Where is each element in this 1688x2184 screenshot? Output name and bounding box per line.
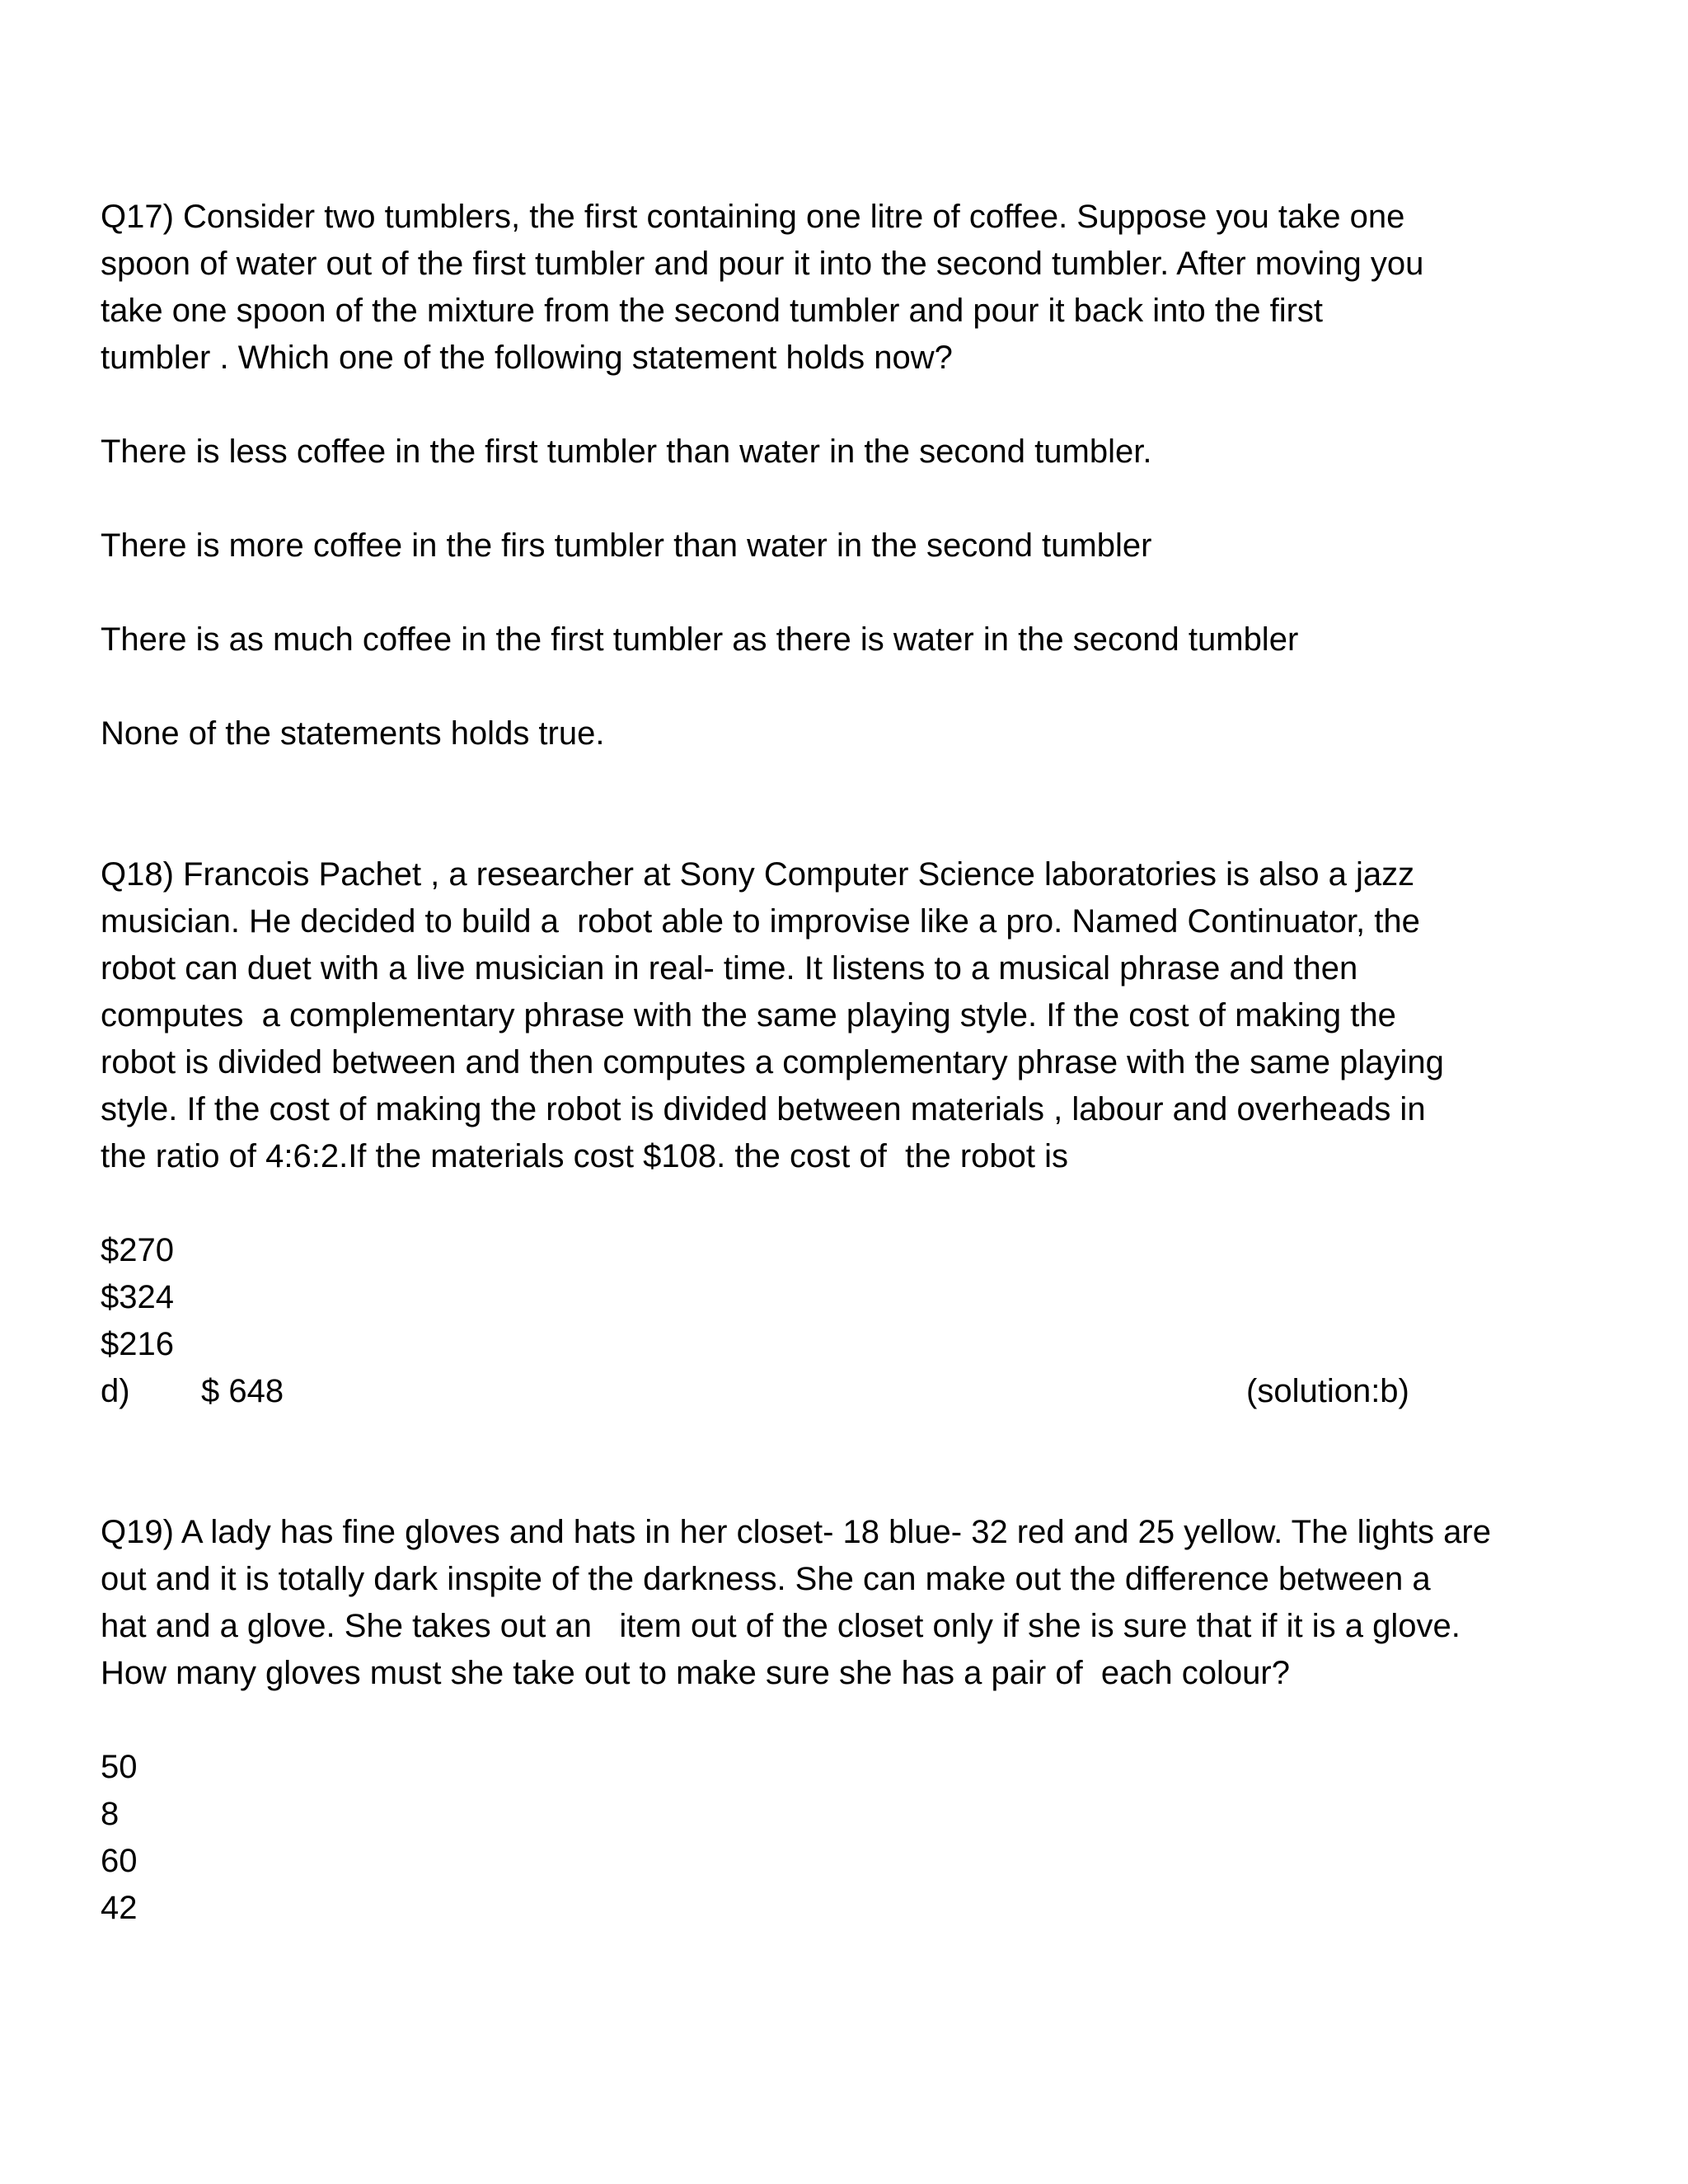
- q18-line: musician. He decided to build a robot able to improvise like a pro. Named Continuator, the: [101, 903, 1420, 940]
- q17-line: Q17) Consider two tumblers, the first containing one litre of coffee. Suppose you take one: [101, 199, 1405, 235]
- q18-question: [101, 851, 1601, 1180]
- q19-line: Q19) A lady has fine gloves and hats in her closet- 18 blue- 32 red and 25 yellow. The lights are: [101, 1514, 1491, 1550]
- spacer: [101, 382, 1601, 429]
- q18-option: $324: [101, 1279, 174, 1315]
- q17-line: tumbler . Which one of the following statement holds now?: [101, 340, 953, 376]
- q19-line: hat and a glove. She takes out an item out of the closet only if she is sure that if it is a glove.: [101, 1608, 1461, 1644]
- q17-line: spoon of water out of the first tumbler and pour it into the second tumbler. After moving you: [101, 246, 1424, 282]
- q19-line: How many gloves must she take out to make sure she has a pair of each colour?: [101, 1655, 1290, 1691]
- q18-options: [101, 1227, 1601, 1368]
- q18-solution: (solution:b): [1246, 1373, 1409, 1409]
- q17-option: None of the statements holds true.: [101, 715, 605, 752]
- q18-option-d-label: d): [101, 1373, 130, 1409]
- q17-option: There is as much coffee in the first tumbler as there is water in the second tumbler: [101, 621, 1299, 658]
- document-page: [101, 194, 1601, 1932]
- q17-option: There is more coffee in the firs tumbler than water in the second tumbler: [101, 527, 1152, 564]
- q17-option: There is less coffee in the first tumbler than water in the second tumbler.: [101, 434, 1152, 470]
- spacer: [101, 569, 1601, 616]
- q19-question: [101, 1509, 1601, 1697]
- q19-option: 42: [101, 1890, 138, 1926]
- q17-question: [101, 194, 1601, 382]
- q18-option: $270: [101, 1232, 174, 1268]
- q19-option: 8: [101, 1796, 120, 1832]
- q17-line: take one spoon of the mixture from the second tumbler and pour it back into the first: [101, 293, 1324, 329]
- q18-option-d-value: $ 648: [201, 1373, 284, 1409]
- spacer: [101, 1697, 1601, 1744]
- q18-line: robot is divided between and then computes a complementary phrase with the same playing: [101, 1044, 1444, 1080]
- q19-line: out and it is totally dark inspite of the darkness. She can make out the difference between a: [101, 1561, 1431, 1597]
- q18-line: computes a complementary phrase with the same playing style. If the cost of making the: [101, 997, 1396, 1033]
- q18-line: the ratio of 4:6:2.If the materials cost $108. the cost of the robot is: [101, 1138, 1068, 1174]
- q19-option: 50: [101, 1749, 138, 1785]
- spacer: [101, 1415, 1601, 1509]
- spacer: [101, 757, 1601, 851]
- q18-line: style. If the cost of making the robot is divided between materials , labour and overheads in: [101, 1091, 1426, 1127]
- spacer: [101, 476, 1601, 523]
- q19-option: 60: [101, 1843, 138, 1879]
- q18-option: $216: [101, 1326, 174, 1362]
- q18-line: robot can duet with a live musician in real- time. It listens to a musical phrase and then: [101, 950, 1358, 987]
- spacer: [101, 663, 1601, 710]
- q18-option-d-row: [101, 1368, 1601, 1415]
- q18-line: Q18) Francois Pachet , a researcher at Sony Computer Science laboratories is also a jazz: [101, 856, 1415, 893]
- q19-options: [101, 1744, 1601, 1932]
- spacer: [101, 1180, 1601, 1227]
